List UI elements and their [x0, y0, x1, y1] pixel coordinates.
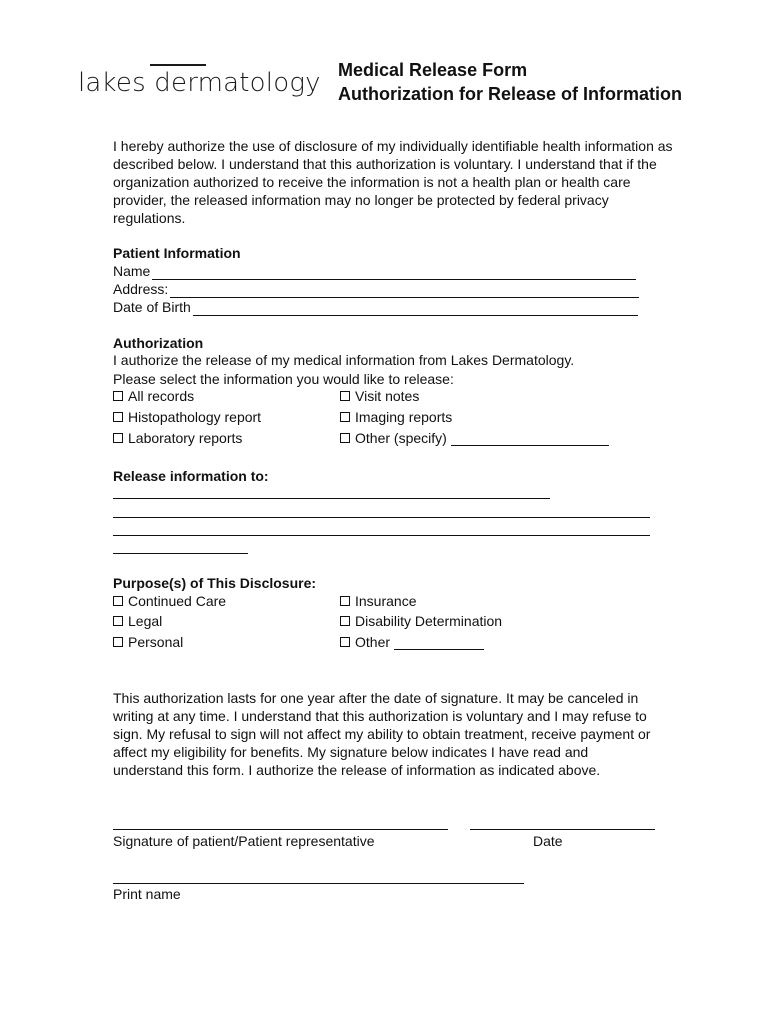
checkbox-label: Legal [128, 613, 163, 629]
checkbox-insurance[interactable] [340, 592, 416, 610]
checkbox-icon[interactable] [340, 412, 350, 422]
date-label: Date [533, 833, 563, 849]
release-to-line-3[interactable] [113, 535, 650, 536]
checkbox-laboratory[interactable] [113, 429, 242, 447]
checkbox-icon[interactable] [113, 596, 123, 606]
checkbox-other-purpose[interactable] [340, 633, 484, 651]
checkbox-icon[interactable] [113, 412, 123, 422]
checkbox-icon[interactable] [113, 637, 123, 647]
checkbox-visit-notes[interactable] [340, 387, 419, 405]
checkbox-label: Disability Determination [355, 613, 503, 629]
authorization-line-2: Please select the information you would like to release: [113, 371, 454, 387]
checkbox-label: Histopathology report [128, 409, 262, 425]
form-subtitle: Authorization for Release of Information [338, 84, 683, 104]
checkbox-icon[interactable] [340, 637, 350, 647]
address-label: Address: [113, 281, 169, 297]
other-info-input-line[interactable] [451, 431, 609, 446]
checkbox-label: Insurance [355, 593, 417, 609]
dob-field[interactable] [113, 298, 638, 316]
form-title: Medical Release Form [338, 60, 528, 80]
terms-paragraph: This authorization lasts for one year after the date of signature. It may be canceled in writing at any time. I understand that this authorization is voluntary and I may refuse to sign. My refusal to sign will not affect my ability to obtain treatment, receive payment or affect my eligibility for benefits. My signature below indicates I have read and understand this form. I authorize the release of information as indicated above. [113, 690, 651, 778]
name-field[interactable] [113, 262, 636, 280]
checkbox-label: Laboratory reports [128, 430, 243, 446]
dob-label: Date of Birth [113, 299, 191, 315]
print-name-input-line[interactable] [113, 883, 524, 884]
checkbox-icon[interactable] [113, 433, 123, 443]
checkbox-label: Continued Care [128, 593, 227, 609]
signature-label: Signature of patient/Patient representative [113, 833, 375, 849]
checkbox-histopathology[interactable] [113, 408, 261, 426]
intro-paragraph: I hereby authorize the use of disclosure of my individually identifiable health information as described below. I understand that this authorization is voluntary. I understand that if the organization authorized to receive the information is not a health plan or health care provider, the released information may no longer be protected by federal privacy regulations. [113, 138, 673, 226]
purpose-heading: Purpose(s) of This Disclosure: [113, 575, 317, 591]
release-to-heading: Release information to: [113, 468, 269, 484]
checkbox-all-records[interactable] [113, 387, 194, 405]
checkbox-disability[interactable] [340, 612, 502, 630]
checkbox-label: Other [355, 634, 391, 650]
date-input-line[interactable] [470, 829, 655, 830]
release-to-line-1[interactable] [113, 498, 550, 499]
checkbox-label: Personal [128, 634, 184, 650]
checkbox-label: Imaging reports [355, 409, 453, 425]
checkbox-label: Other (specify) [355, 430, 447, 446]
logo: lakes dermatology [78, 68, 321, 98]
checkbox-continued-care[interactable] [113, 592, 226, 610]
checkbox-other-info[interactable] [340, 429, 609, 447]
name-label: Name [113, 263, 151, 279]
signature-input-line[interactable] [113, 829, 448, 830]
checkbox-label: All records [128, 388, 195, 404]
checkbox-label: Visit notes [355, 388, 420, 404]
checkbox-legal[interactable] [113, 612, 162, 630]
checkbox-icon[interactable] [113, 391, 123, 401]
checkbox-icon[interactable] [340, 596, 350, 606]
checkbox-personal[interactable] [113, 633, 183, 651]
checkbox-icon[interactable] [340, 433, 350, 443]
release-to-line-2[interactable] [113, 517, 650, 518]
print-name-label: Print name [113, 886, 181, 902]
other-purpose-input-line[interactable] [394, 635, 484, 650]
patient-info-heading: Patient Information [113, 245, 241, 261]
checkbox-icon[interactable] [340, 391, 350, 401]
logo-accent-bar [150, 64, 206, 66]
authorization-heading: Authorization [113, 335, 204, 351]
name-input-line[interactable] [152, 265, 636, 280]
release-to-line-4[interactable] [113, 553, 248, 554]
checkbox-icon[interactable] [340, 616, 350, 626]
checkbox-imaging[interactable] [340, 408, 452, 426]
checkbox-icon[interactable] [113, 616, 123, 626]
address-field[interactable] [113, 280, 639, 298]
authorization-line-1: I authorize the release of my medical information from Lakes Dermatology. [113, 352, 575, 368]
dob-input-line[interactable] [193, 301, 638, 316]
address-input-line[interactable] [170, 283, 639, 298]
